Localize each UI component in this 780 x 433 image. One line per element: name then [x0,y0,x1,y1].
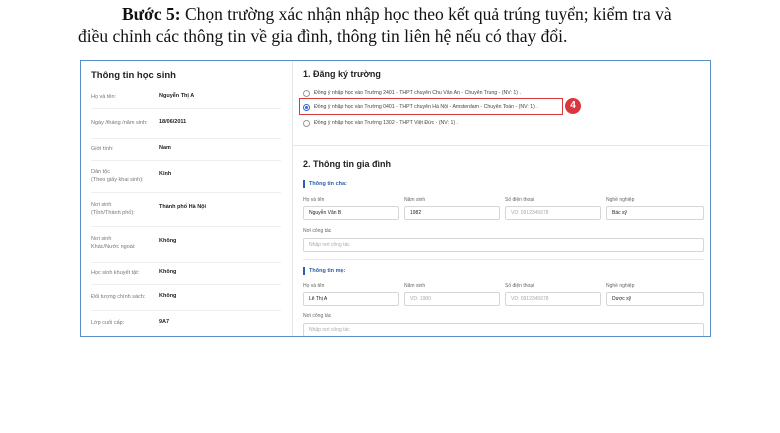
mother-name-label: Họ và tên [303,283,325,289]
row-label: Lớp cuối cấp: [91,320,125,326]
father-workplace-label: Nơi công tác [303,228,332,234]
student-row-disability [91,262,281,285]
family-divider [303,259,704,260]
student-row-birthplace-abroad [91,226,281,263]
row-value: Không [159,293,177,299]
radio-button[interactable] [303,90,310,97]
row-label: Nơi sinh (Tỉnh/Thành phố): [91,202,135,216]
row-label: Học sinh khuyết tật: [91,270,140,276]
father-job-label: Nghề nghiệp [606,197,635,203]
mother-birth-year-field[interactable]: VD: 1980 [404,292,500,306]
student-row-birthplace [91,192,281,227]
selection-highlight-box [299,98,563,115]
register-section-title: 1. Đăng ký trường [303,69,381,79]
mother-birth-year-label: Năm sinh [404,283,426,289]
mother-job-label: Nghề nghiệp [606,283,635,289]
school-option-label: Đồng ý nhập học vào Trường 0401 - THPT chuyên Hà Nội - Amsterdam - Chuyên Toán - (NV: 1) . [314,104,538,110]
instruction-line-1-text: Chọn trường xác nhận nhập học theo kết quả trúng tuyển; kiểm tra và [180,4,672,24]
row-value: Không [159,269,177,275]
student-row-ethnicity [91,160,281,193]
father-name-label: Họ và tên [303,197,325,203]
row-value: Nam [159,145,171,151]
mother-workplace-field[interactable]: Nhập nơi công tác [303,323,704,337]
radio-button[interactable] [303,120,310,127]
step-label: Bước 5: [122,4,181,24]
school-option-2401[interactable] [303,88,521,98]
row-label: Họ và tên: [91,94,117,100]
student-row-gender [91,138,281,161]
mother-info-heading: Thông tin mẹ: [303,267,345,275]
step-number-badge: 4 [565,98,581,114]
father-info-heading: Thông tin cha: [303,180,347,188]
father-job-field[interactable]: Bác sỹ [606,206,704,220]
father-workplace-field[interactable]: Nhập nơi công tác [303,238,704,252]
mother-name-field[interactable]: Lê Thị A [303,292,399,306]
row-label: Dân tộc (Theo giấy khai sinh): [91,169,144,183]
mother-phone-field[interactable]: VD: 0912345678 [505,292,601,306]
father-phone-label: Số điện thoại [505,197,535,203]
mother-workplace-label: Nơi công tác [303,313,332,319]
mother-job-field[interactable]: Dược sỹ [606,292,704,306]
family-section-title: 2. Thông tin gia đình [303,159,391,169]
mother-phone-label: Số điện thoại [505,283,535,289]
row-label: Giới tính: [91,146,114,152]
father-name-field[interactable]: Nguyễn Văn B [303,206,399,220]
row-label: Ngày /tháng /năm sinh: [91,120,148,126]
row-value: 9A7 [159,319,170,325]
father-phone-field[interactable]: VD: 0912345678 [505,206,601,220]
student-row-name [91,88,281,109]
screenshot-frame [80,60,711,337]
row-value: Không [159,238,177,244]
school-option-1302[interactable] [303,118,458,128]
student-row-class [91,310,281,336]
row-label: Nơi sinh Khác/Nước ngoài: [91,236,136,250]
father-birth-year-label: Năm sinh [404,197,426,203]
row-value: 18/06/2011 [159,119,187,125]
father-birth-year-field[interactable]: 1982 [404,206,500,220]
student-row-dob [91,108,281,139]
row-value: Thành phố Hà Nội [159,204,207,210]
school-option-label: Đồng ý nhập học vào Trường 1302 - THPT Việt Đức - (NV: 1) . [314,120,458,126]
school-option-label: Đồng ý nhập học vào Trường 2401 - THPT chuyên Chu Văn An - Chuyên Trung - (NV: 1) . [314,90,521,96]
instruction-line-1 [122,2,672,26]
row-label: Đối tượng chính sách: [91,294,146,300]
student-info-panel [81,61,293,336]
registration-panel [293,61,710,336]
student-row-policy [91,284,281,311]
row-value: Kinh [159,171,172,177]
student-info-title: Thông tin học sinh [91,70,176,81]
row-value: Nguyễn Thị A [159,93,195,99]
instruction-line-2: điều chỉnh các thông tin về gia đình, thông tin liên hệ nếu có thay đổi. [78,26,568,46]
section-divider [293,145,710,146]
